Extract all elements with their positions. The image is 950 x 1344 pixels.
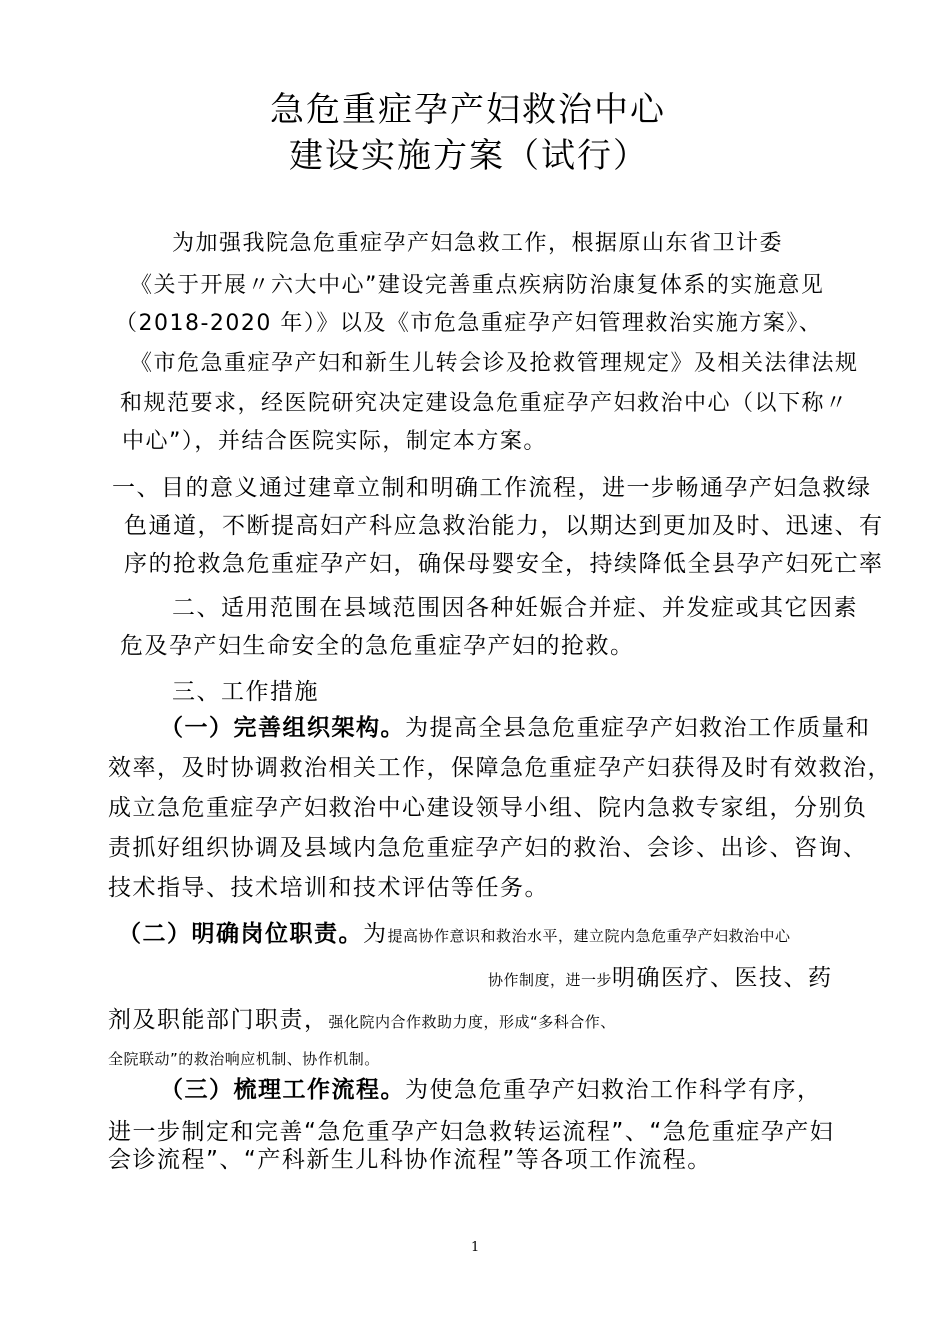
item1-label: （一）完善组织架构。: [160, 715, 405, 741]
intro-line-1: 为加强我院急危重症孕产妇急救工作，根据原山东省卫计委: [172, 231, 784, 256]
title-line-1: 急危重症孕产妇救治中心: [270, 90, 666, 130]
item2-line-3: [108, 1006, 616, 1036]
intro-line-3: （2018-2020 年）》以及《市危急重症孕产妇管理救治实施方案》、: [115, 311, 823, 336]
item1-line-5: 技术指导、技术培训和技术评估等任务。: [108, 875, 549, 901]
item1-line-3: 成立急危重症孕产妇救治中心建设领导小组、院内急救专家组，分别负: [108, 795, 868, 821]
item2-small-3: 强化院内合作救助力度，形成“多科合作、: [328, 1013, 616, 1031]
item2-first-line: [118, 920, 791, 950]
item2-line-2: [488, 964, 833, 994]
item2-label: （二）明确岗位职责。: [118, 921, 363, 947]
item3-first-text: 为使急危重孕产妇救治工作科学有序，: [405, 1077, 822, 1103]
item2-lead: 为: [363, 921, 388, 947]
page-number: 1: [471, 1240, 480, 1255]
item2-small-1: 提高协作意识和救治水平，建立院内急危重孕产妇救治中心: [387, 927, 791, 945]
section1-line-3: 序的抢救急危重症孕产妇，确保母婴安全，持续降低全县孕产妇死亡率: [124, 551, 884, 577]
section2-line-2: 危及孕产妇生命安全的急危重症孕产妇的抢救。: [120, 633, 635, 659]
section1-line-2: 色通道，不断提高妇产科应急救治能力，以期达到更加及时、迅速、有: [124, 513, 884, 539]
item2-line-4: 全院联动”的救治响应机制、协作机制。: [108, 1050, 380, 1068]
item1-first-text: 为提高全县急危重症孕产妇救治工作质量和: [405, 715, 871, 741]
item2-small-2: 协作制度，进一步: [488, 971, 613, 989]
item1-line-2: 效率，及时协调救治相关工作，保障急危重症孕产妇获得及时有效救治，: [108, 755, 892, 781]
intro-line-2: 《关于开展〃六大中心”建设完善重点疾病防治康复体系的实施意见: [130, 273, 825, 298]
section3-heading: 三、工作措施: [172, 679, 319, 705]
item1-line-4: 责抓好组织协调及县域内急危重症孕产妇的救治、会诊、出诊、咨询、: [108, 835, 868, 861]
item3-label: （三）梳理工作流程。: [160, 1077, 405, 1103]
item3-line-3: 会诊流程”、“产科新生儿科协作流程”等各项工作流程。: [108, 1147, 712, 1173]
item2-big-2: 明确医疗、医技、药: [612, 965, 833, 991]
item2-big-3: 剂及职能部门职责，: [108, 1007, 329, 1033]
intro-line-5: 和规范要求，经医院研究决定建设急危重症孕产妇救治中心（以下称〃: [120, 391, 849, 416]
section1-line-1: 一、目的意义通过建章立制和明确工作流程，进一步畅通孕产妇急救绿: [112, 475, 872, 501]
item3-line-2: 进一步制定和完善“急危重孕产妇急救转运流程”、“急危重症孕产妇: [108, 1119, 835, 1145]
intro-line-6: 中心”），并结合医院实际，制定本方案。: [122, 429, 547, 454]
item1-first-line: [160, 714, 871, 742]
intro-line-4: 《市危急重症孕产妇和新生儿转会诊及抢救管理规定》及相关法律法规: [130, 351, 859, 376]
item3-first-line: [160, 1076, 822, 1104]
title-line-2: 建设实施方案（试行）: [289, 136, 649, 176]
section2-line-1: 二、适用范围在县域范围因各种妊娠合并症、并发症或其它因素: [172, 595, 858, 621]
